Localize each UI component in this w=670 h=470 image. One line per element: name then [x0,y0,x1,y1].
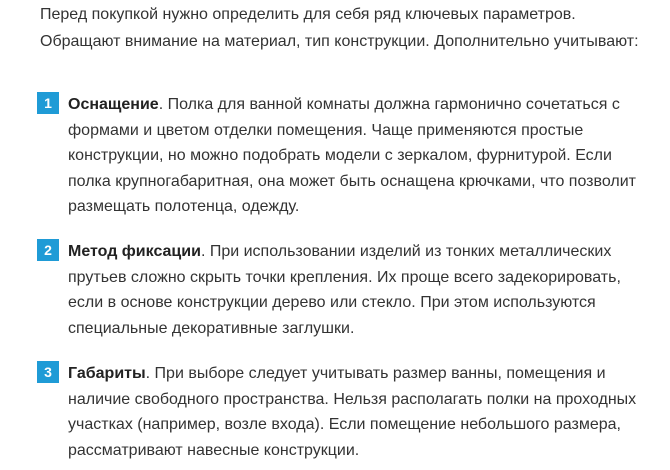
list-item-text [68,92,653,220]
list-item-description: . При выборе следует учитывать размер ванны, помещения и наличие свободного пространства. Нельзя располагать полки на проходных участках (например, возле входа). Если помещение небольшого размера, рассматривают навесные конструкции. [68,365,637,459]
list-item-title: Метод фиксации [68,243,201,260]
number-badge: 2 [37,239,59,261]
intro-paragraph: Перед покупкой нужно определить для себя ряд ключевых параметров. Обращают внимание на материал, тип конструкции. Дополнительно учитывают: [40,6,639,50]
number-badge: 1 [37,92,59,114]
number-badge: 3 [37,361,59,383]
list-item-title: Оснащение [68,96,159,113]
list-item-description: . При использовании изделий из тонких металлических прутьев сложно скрыть точки крепления. Их проще всего задекорировать, если в основе конструкции дерево или стекло. При этом используются специальные декоративные заглушки. [68,243,621,337]
list-item-text [68,239,653,341]
list-item-description: . Полка для ванной комнаты должна гармонично сочетаться с формами и цветом отделки помещения. Чаще применяются простые конструкции, но можно подобрать модели с зеркалом, фурнитурой. Если полка крупногабаритная, она может быть оснащена крючками, что позволит размещать полотенца, одежду. [68,96,636,216]
list-item-text [68,361,653,463]
list-item-title: Габариты [68,365,146,382]
